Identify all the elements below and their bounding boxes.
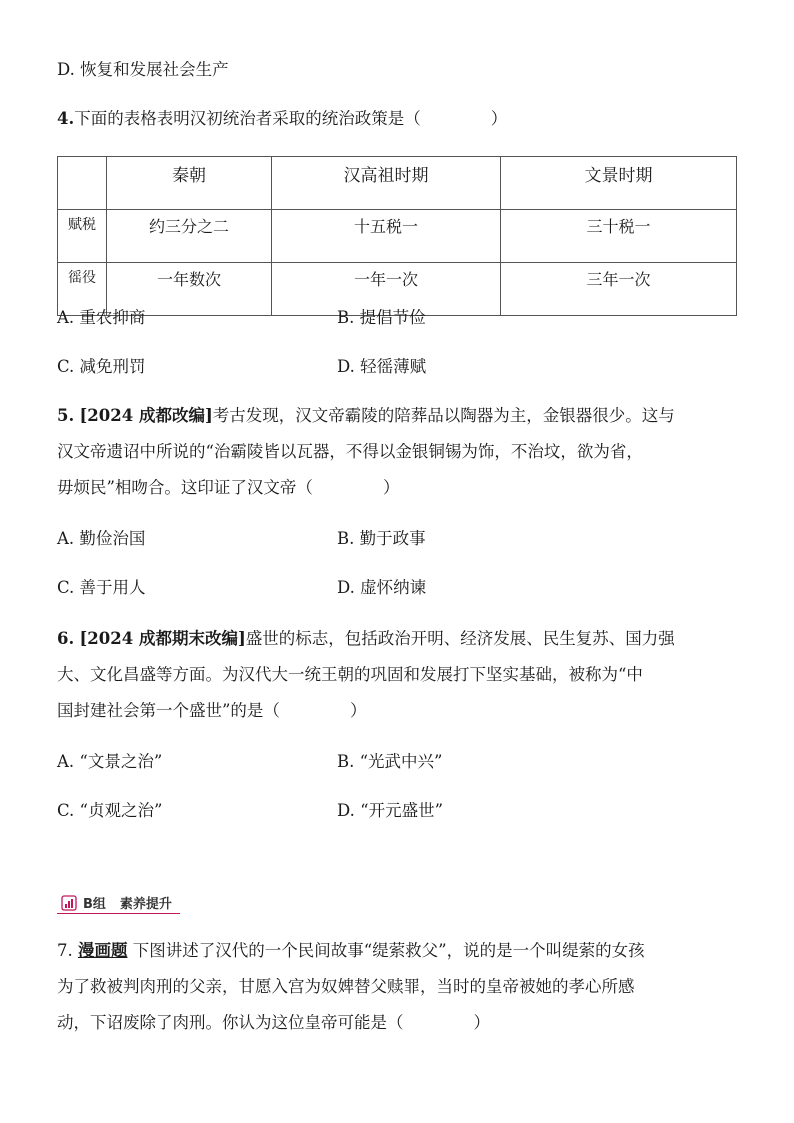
section-header — [57, 893, 180, 913]
bar-chart-icon — [61, 895, 77, 911]
q7-line1-text: 下图讲述了汉代的一个民间故事“缇萦救父”，说的是一个叫缇萦的女孩 — [132, 941, 645, 960]
section-label — [57, 893, 180, 914]
q5-line3 — [57, 477, 399, 499]
table-header-gaozu: 汉高祖时期 — [272, 157, 501, 210]
q5-line1-text: 考古发现，汉文帝霸陵的陪葬品以陶器为主，金银器很少。这与 — [212, 406, 675, 425]
q6-source: [2024 成都期末改编] — [79, 629, 246, 648]
q6-line3 — [57, 700, 366, 722]
q5-option-c[interactable]: C. 善于用人 — [57, 578, 146, 597]
q5-line1 — [57, 405, 675, 427]
q7-line1 — [57, 940, 645, 962]
table-row-label: 赋税 — [58, 210, 107, 263]
table-cell: 十五税一 — [272, 210, 501, 263]
q5-option-a[interactable]: A. 勤俭治国 — [57, 529, 146, 548]
q6-option-c[interactable]: C. “贞观之治” — [57, 801, 163, 820]
q4-option-a[interactable]: A. 重农抑商 — [57, 308, 146, 327]
q5-number: 5. — [57, 406, 75, 425]
q7-line3-text: 动，下诏废除了肉刑。你认为这位皇帝可能是（ — [57, 1013, 404, 1032]
q5-option-d[interactable]: D. 虚怀纳谏 — [337, 578, 427, 597]
q6-line1-text: 盛世的标志，包括政治开明、经济发展、民生复苏、国力强 — [245, 629, 675, 648]
section-title: 素养提升 — [119, 897, 172, 912]
q5-source: [2024 成都改编] — [79, 406, 213, 425]
q4-option-c[interactable]: C. 减免刑罚 — [57, 357, 146, 376]
q5-line3-text: 毋烦民”相吻合。这印证了汉文帝（ — [57, 478, 313, 497]
q4-number: 4. — [57, 109, 75, 128]
table-cell: 一年一次 — [272, 263, 501, 316]
q4-stem — [57, 108, 507, 130]
q4-option-d[interactable]: D. 轻徭薄赋 — [337, 357, 427, 376]
q7-tag: 漫画题 — [78, 941, 128, 960]
table-cell: 三年一次 — [501, 263, 737, 316]
table-cell: 一年数次 — [107, 263, 272, 316]
q4-tax-table — [57, 156, 737, 316]
q3-option-d: D. 恢复和发展社会生产 — [57, 60, 229, 79]
q7-line2: 为了救被判肉刑的父亲，甘愿入宫为奴婢替父赎罪，当时的皇帝被她的孝心所感 — [57, 977, 635, 996]
table-row-label: 徭役 — [58, 263, 107, 316]
q5-option-b[interactable]: B. 勤于政事 — [337, 529, 426, 548]
q6-option-d[interactable]: D. “开元盛世” — [337, 801, 444, 820]
table-header-corner — [58, 157, 107, 210]
q6-number: 6. — [57, 629, 75, 648]
q5-line2: 汉文帝遗诏中所说的“治霸陵皆以瓦器，不得以金银铜锡为饰，不治坟，欲为省， — [57, 442, 643, 461]
table-cell: 三十税一 — [501, 210, 737, 263]
table-row — [58, 210, 737, 263]
table-header-wenjing: 文景时期 — [501, 157, 737, 210]
section-group: B组 — [83, 897, 106, 912]
q6-line1 — [57, 628, 675, 650]
q7-number: 7. — [57, 941, 73, 960]
q6-option-a[interactable]: A. “文景之治” — [57, 752, 163, 771]
table-cell: 约三分之二 — [107, 210, 272, 263]
q4-paren-close: ） — [490, 109, 508, 128]
q6-option-b[interactable]: B. “光武中兴” — [337, 752, 443, 771]
q6-line2: 大、文化昌盛等方面。为汉代大一统王朝的巩固和发展打下坚实基础，被称为“中 — [57, 665, 643, 684]
table-header-row — [58, 157, 737, 210]
q7-line3 — [57, 1012, 490, 1034]
table-header-qin: 秦朝 — [107, 157, 272, 210]
q6-line3-text: 国封建社会第一个盛世”的是（ — [57, 701, 280, 720]
q4-option-b[interactable]: B. 提倡节俭 — [337, 308, 426, 327]
q6-paren-close: ） — [349, 701, 367, 720]
q7-paren-close: ） — [473, 1013, 490, 1032]
q4-stem-text: 下面的表格表明汉初统治者采取的统治政策是（ — [74, 109, 421, 128]
q5-paren-close: ） — [382, 478, 400, 497]
